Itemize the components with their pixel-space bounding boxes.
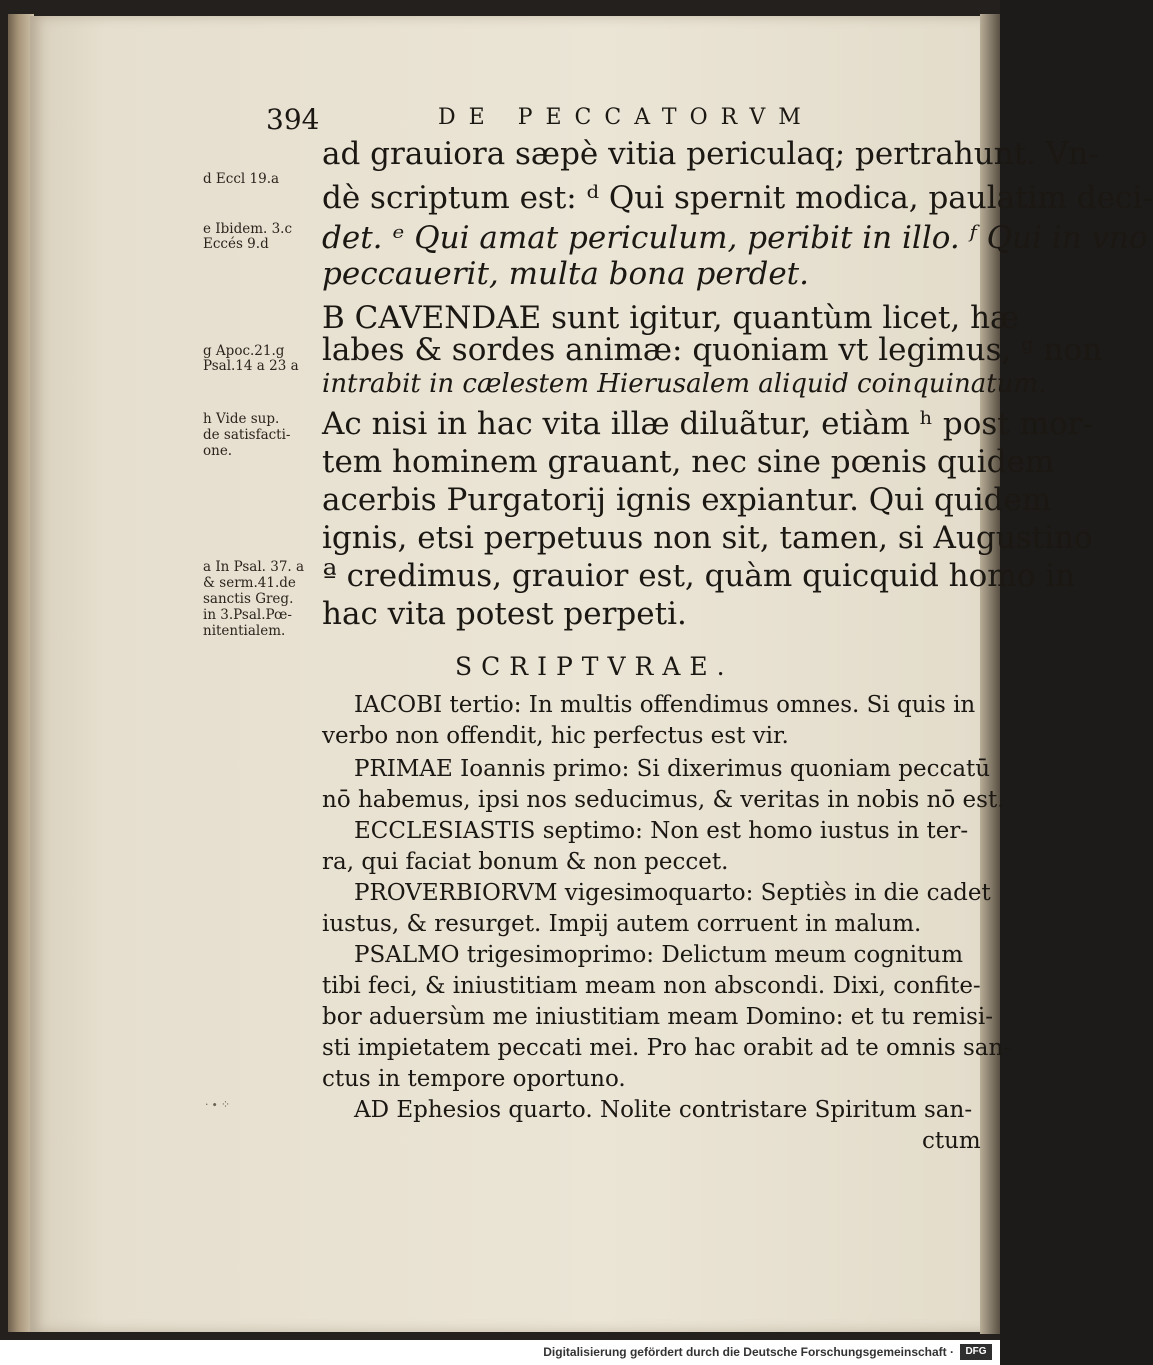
margin-note: g Apoc.21.g [203,343,285,359]
margin-note: d Eccl 19.a [203,171,280,187]
main-line: ignis, etsi perpetuus non sit, tamen, si Augustino [322,520,1093,556]
section-heading: SCRIPTVRAE. [455,652,734,681]
main-line: labes & sordes animæ: quoniam vt legimus, ᵍ non [322,332,1103,368]
scripture-line: sti impietatem peccati mei. Pro hac orabit ad te omnis san- [322,1035,1012,1061]
margin-note: de satisfacti- [203,427,291,443]
running-title: DE PECCATORVM [438,105,814,130]
main-line: ª credimus, grauior est, quàm quicquid homo in [322,558,1076,594]
scripture-line: tibi feci, & iniustitiam meam non abscondi. Dixi, confite- [322,973,981,999]
margin-note: Psal.14 a 23 a [203,358,299,374]
scripture-line: AD Ephesios quarto. Nolite contristare Spiritum san- [354,1097,973,1123]
scripture-line: PROVERBIORVM vigesimoquarto: Septiès in die cadet [354,880,991,906]
scripture-line: nō habemus, ipsi nos seducimus, & veritas in nobis nō est. [322,787,1005,813]
main-line: hac vita potest perpeti. [322,596,687,632]
main-line: peccauerit, multa bona perdet. [322,256,809,292]
margin-note: a In Psal. 37. a [203,559,305,575]
margin-note: in 3.Psal.Pœ- [203,607,292,623]
margin-note: e Ibidem. 3.c [203,221,293,237]
main-line: Ac nisi in hac vita illæ diluãtur, etiàm ʰ post mor- [322,406,1093,442]
margin-note: nitentialem. [203,623,286,639]
scripture-line: bor aduersùm me iniustitiam meam Domino: et tu remisi- [322,1004,994,1030]
scripture-line: ECCLESIASTIS septimo: Non est homo iustus in ter- [354,818,969,844]
main-line: intrabit in cælestem Hierusalem aliquid coinquinatum. [322,369,1047,399]
margin-note: Eccés 9.d [203,236,269,252]
scripture-line: iustus, & resurget. Impij autem corruent in malum. [322,911,922,937]
digitization-footer [0,1340,1000,1365]
margin-note: h Vide sup. [203,411,280,427]
scripture-line: verbo non offendit, hic perfectus est vir. [322,723,789,749]
scripture-line: ctus in tempore oportuno. [322,1066,626,1092]
main-line: B CAVENDAE sunt igitur, quantùm licet, hæ [322,300,1020,336]
main-line: acerbis Purgatorij ignis expiantur. Qui quidem [322,482,1052,518]
scripture-line: PRIMAE Ioannis primo: Si dixerimus quoniam peccatū [354,756,991,782]
page-number: 394 [266,103,320,136]
footer-credit: Digitalisierung gefördert durch die Deutsche Forschungsgemeinschaft · [543,1345,954,1359]
margin-note: & serm.41.de [203,575,296,591]
ink-specks-decoration: · ∙ ⁘ [205,1098,231,1111]
main-line: dè scriptum est: ᵈ Qui spernit modica, paulatim deci- [322,180,1153,216]
scripture-line: PSALMO trigesimoprimo: Delictum meum cognitum [354,942,964,968]
margin-note: one. [203,443,233,459]
scripture-line: ra, qui faciat bonum & non peccet. [322,849,729,875]
main-line: det. ᵉ Qui amat periculum, peribit in illo. ᶠ Qui in vno [322,220,1148,256]
scripture-line: IACOBI tertio: In multis offendimus omnes. Si quis in [354,692,976,718]
main-line: ad grauiora sæpè vitia periculaq; pertrahunt. Vn- [322,136,1099,172]
dfg-logo-icon: DFG [960,1344,992,1360]
main-line: tem hominem grauant, nec sine pœnis quidem [322,444,1055,480]
margin-note: sanctis Greg. [203,591,294,607]
catchword: ctum [922,1128,981,1154]
